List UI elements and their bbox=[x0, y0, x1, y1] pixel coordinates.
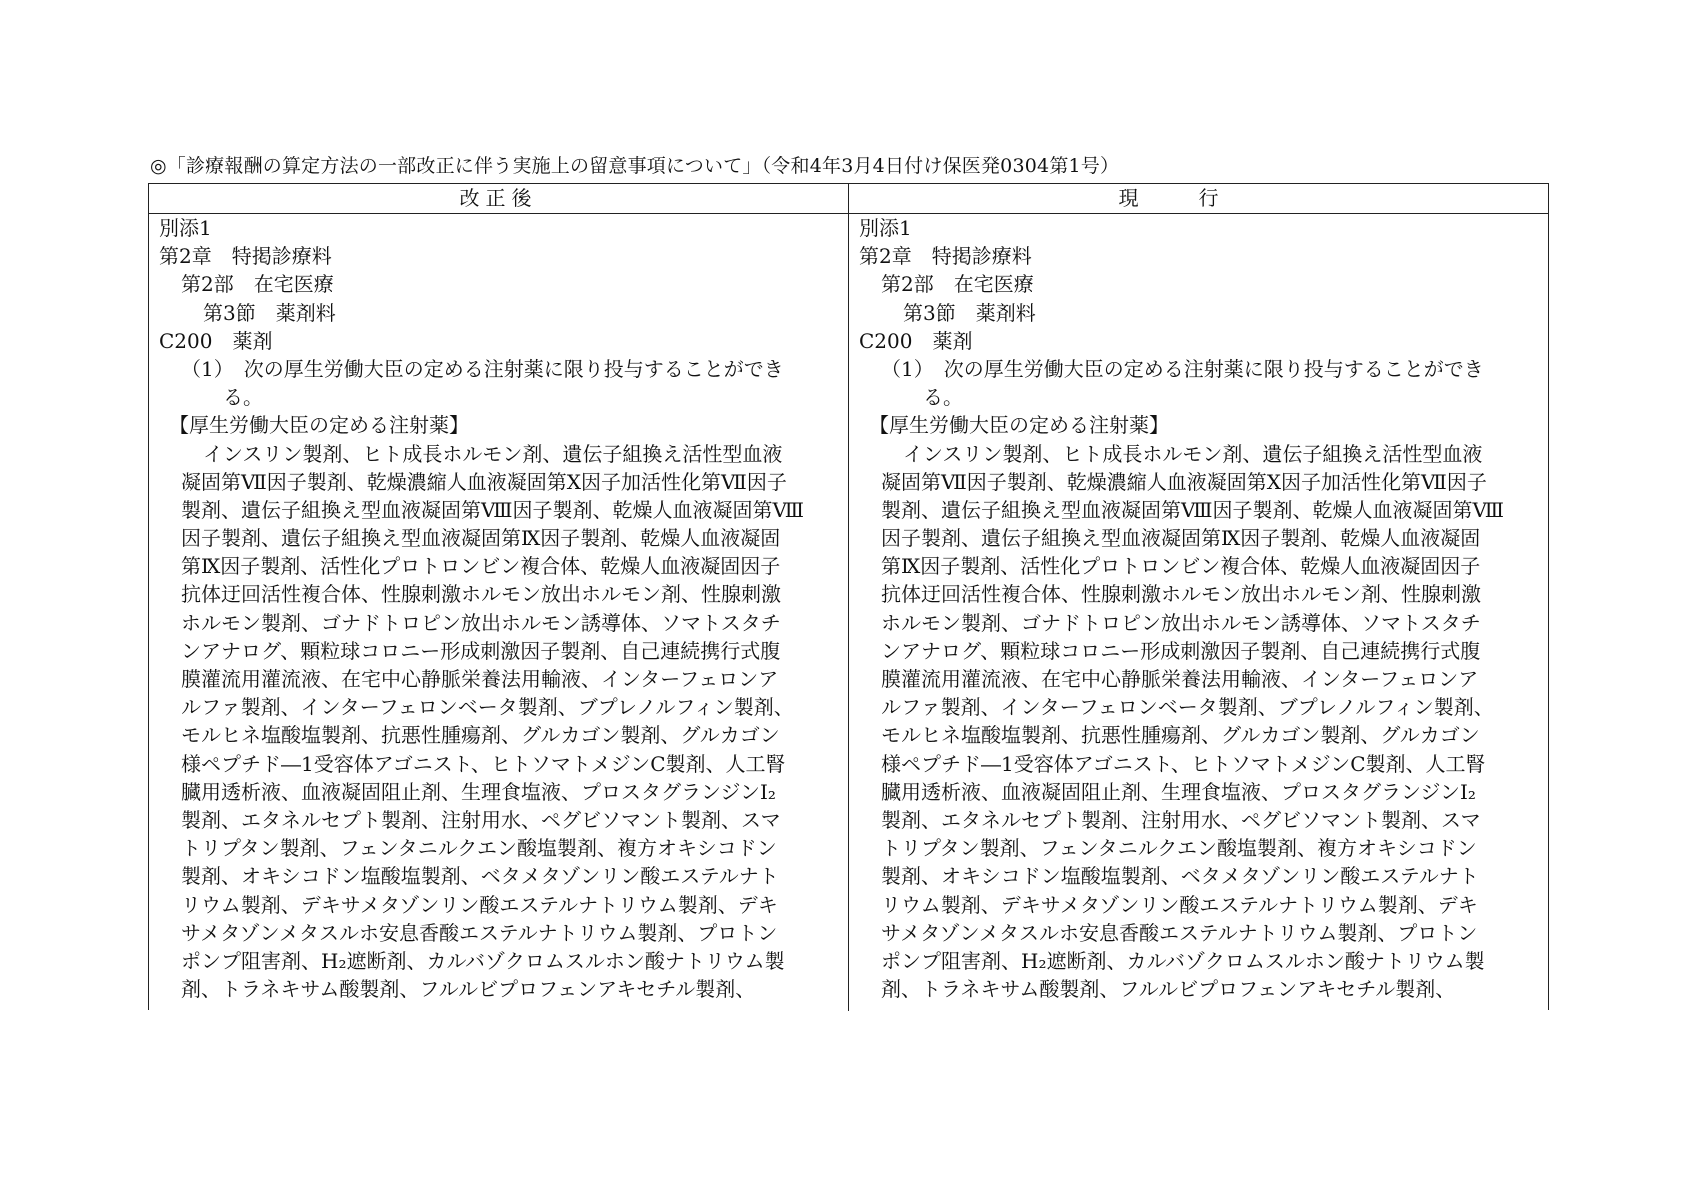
paragraph-line: 様ペプチド―1受容体アゴニスト、ヒトソマトメジンC製剤、人工腎 bbox=[181, 751, 786, 776]
header-after-revision: 改正後 bbox=[459, 186, 538, 210]
paragraph-line: 臓用透析液、血液凝固阻止剤、生理食塩液、プロスタグランジンI₂ bbox=[181, 779, 776, 804]
paragraph-line: ポンプ阻害剤、H₂遮断剤、カルバゾクロムスルホン酸ナトリウム製 bbox=[181, 948, 785, 973]
paragraph-line: 凝固第Ⅶ因子製剤、乾燥濃縮人血液凝固第Ⅹ因子加活性化第Ⅶ因子 bbox=[181, 469, 787, 494]
paragraph-line: 剤、トラネキサム酸製剤、フルルビプロフェンアキセチル製剤、 bbox=[181, 977, 756, 1002]
paragraph-line: 臓用透析液、血液凝固阻止剤、生理食塩液、プロスタグランジンI₂ bbox=[881, 779, 1476, 804]
paragraph-line: モルヒネ塩酸塩製剤、抗悪性腫瘍剤、グルカゴン製剤、グルカゴン bbox=[881, 723, 1480, 748]
paragraph-line: 製剤、オキシコドン塩酸塩製剤、ベタメタゾンリン酸エステルナト bbox=[181, 864, 779, 889]
paragraph-line: 第Ⅸ因子製剤、活性化プロトロンビン複合体、乾燥人血液凝固因子 bbox=[881, 554, 1481, 579]
attachment-label: 別添1 bbox=[159, 216, 212, 240]
clause-line: （1） 次の厚生労働大臣の定める注射薬に限り投与することができ bbox=[181, 356, 784, 381]
paragraph-line: 膜灌流用灌流液、在宅中心静脈栄養法用輸液、インターフェロンア bbox=[881, 667, 1479, 691]
chapter-heading: 第2章 特掲診療料 bbox=[859, 244, 1032, 269]
paragraph-line: サメタゾンメタスルホ安息香酸エステルナトリウム製剤、プロトン bbox=[881, 920, 1478, 945]
paragraph-line: ルファ製剤、インターフェロンベータ製剤、ブプレノルフィン製剤、 bbox=[881, 695, 1494, 720]
paragraph-line: 因子製剤、遺伝子組換え型血液凝固第Ⅸ因子製剤、乾燥人血液凝固 bbox=[881, 526, 1481, 551]
part-heading: 第2部 在宅医療 bbox=[881, 272, 1034, 297]
item-heading: C200 薬剤 bbox=[159, 328, 273, 353]
chapter-heading: 第2章 特掲診療料 bbox=[159, 244, 332, 269]
column-after-revision bbox=[159, 214, 839, 1003]
paragraph-line: 膜灌流用灌流液、在宅中心静脈栄養法用輸液、インターフェロンア bbox=[181, 667, 779, 691]
paragraph-line: 製剤、オキシコドン塩酸塩製剤、ベタメタゾンリン酸エステルナト bbox=[881, 864, 1479, 889]
paragraph-line: 製剤、遺伝子組換え型血液凝固第Ⅷ因子製剤、乾燥人血液凝固第Ⅷ bbox=[181, 497, 805, 522]
paragraph-line: 因子製剤、遺伝子組換え型血液凝固第Ⅸ因子製剤、乾燥人血液凝固 bbox=[181, 526, 781, 551]
paragraph-line: モルヒネ塩酸塩製剤、抗悪性腫瘍剤、グルカゴン製剤、グルカゴン bbox=[181, 723, 780, 748]
paragraph-line: ホルモン製剤、ゴナドトロピン放出ホルモン誘導体、ソマトスタチ bbox=[881, 610, 1481, 635]
header-current: 現行 bbox=[1118, 186, 1279, 210]
injection-list-heading: 【厚生労働大臣の定める注射薬】 bbox=[869, 413, 1169, 438]
paragraph-line: ポンプ阻害剤、H₂遮断剤、カルバゾクロムスルホン酸ナトリウム製 bbox=[881, 948, 1485, 973]
attachment-label: 別添1 bbox=[859, 216, 912, 240]
injection-list-paragraph bbox=[859, 440, 1539, 1004]
part-heading: 第2部 在宅医療 bbox=[181, 272, 334, 297]
item-heading: C200 薬剤 bbox=[859, 328, 973, 353]
injection-list-paragraph bbox=[159, 440, 839, 1004]
paragraph-line: リウム製剤、デキサメタゾンリン酸エステルナトリウム製剤、デキ bbox=[181, 892, 778, 917]
paragraph-line: 凝固第Ⅶ因子製剤、乾燥濃縮人血液凝固第Ⅹ因子加活性化第Ⅶ因子 bbox=[881, 469, 1487, 494]
paragraph-line: 様ペプチド―1受容体アゴニスト、ヒトソマトメジンC製剤、人工腎 bbox=[881, 751, 1486, 776]
paragraph-line: 製剤、遺伝子組換え型血液凝固第Ⅷ因子製剤、乾燥人血液凝固第Ⅷ bbox=[881, 497, 1505, 522]
paragraph-line: インスリン製剤、ヒト成長ホルモン剤、遺伝子組換え活性型血液 bbox=[903, 441, 1483, 466]
paragraph-line: 剤、トラネキサム酸製剤、フルルビプロフェンアキセチル製剤、 bbox=[881, 977, 1456, 1002]
paragraph-line: サメタゾンメタスルホ安息香酸エステルナトリウム製剤、プロトン bbox=[181, 920, 778, 945]
paragraph-line: 第Ⅸ因子製剤、活性化プロトロンビン複合体、乾燥人血液凝固因子 bbox=[181, 554, 781, 579]
column-current bbox=[859, 214, 1539, 1003]
paragraph-line: トリプタン製剤、フェンタニルクエン酸塩製剤、複方オキシコドン bbox=[881, 836, 1477, 861]
clause-continuation: る。 bbox=[923, 385, 963, 410]
column-divider bbox=[848, 184, 849, 1011]
paragraph-line: リウム製剤、デキサメタゾンリン酸エステルナトリウム製剤、デキ bbox=[881, 892, 1478, 917]
paragraph-line: ルファ製剤、インターフェロンベータ製剤、ブプレノルフィン製剤、 bbox=[181, 695, 794, 720]
paragraph-line: 製剤、エタネルセプト製剤、注射用水、ペグビソマント製剤、スマ bbox=[881, 807, 1481, 832]
paragraph-line: ンアナログ、顆粒球コロニー形成刺激因子製剤、自己連続携行式腹 bbox=[181, 638, 781, 663]
paragraph-line: 製剤、エタネルセプト製剤、注射用水、ペグビソマント製剤、スマ bbox=[181, 807, 781, 832]
paragraph-line: 抗体迂回活性複合体、性腺刺激ホルモン放出ホルモン剤、性腺刺激 bbox=[881, 582, 1481, 607]
paragraph-line: インスリン製剤、ヒト成長ホルモン剤、遺伝子組換え活性型血液 bbox=[203, 441, 783, 466]
paragraph-line: ホルモン製剤、ゴナドトロピン放出ホルモン誘導体、ソマトスタチ bbox=[181, 610, 781, 635]
document-title: ◎「診療報酬の算定方法の一部改正に伴う実施上の留意事項について」（令和4年3月4日付け保医発0304第1号） bbox=[150, 155, 1120, 177]
section-heading: 第3節 薬剤料 bbox=[203, 300, 336, 325]
comparison-table bbox=[148, 183, 1549, 1010]
section-heading: 第3節 薬剤料 bbox=[903, 300, 1036, 325]
paragraph-line: 抗体迂回活性複合体、性腺刺激ホルモン放出ホルモン剤、性腺刺激 bbox=[181, 582, 781, 607]
injection-list-heading: 【厚生労働大臣の定める注射薬】 bbox=[169, 413, 469, 438]
paragraph-line: トリプタン製剤、フェンタニルクエン酸塩製剤、複方オキシコドン bbox=[181, 836, 777, 861]
clause-continuation: る。 bbox=[223, 385, 263, 410]
paragraph-line: ンアナログ、顆粒球コロニー形成刺激因子製剤、自己連続携行式腹 bbox=[881, 638, 1481, 663]
clause-line: （1） 次の厚生労働大臣の定める注射薬に限り投与することができ bbox=[881, 356, 1484, 381]
